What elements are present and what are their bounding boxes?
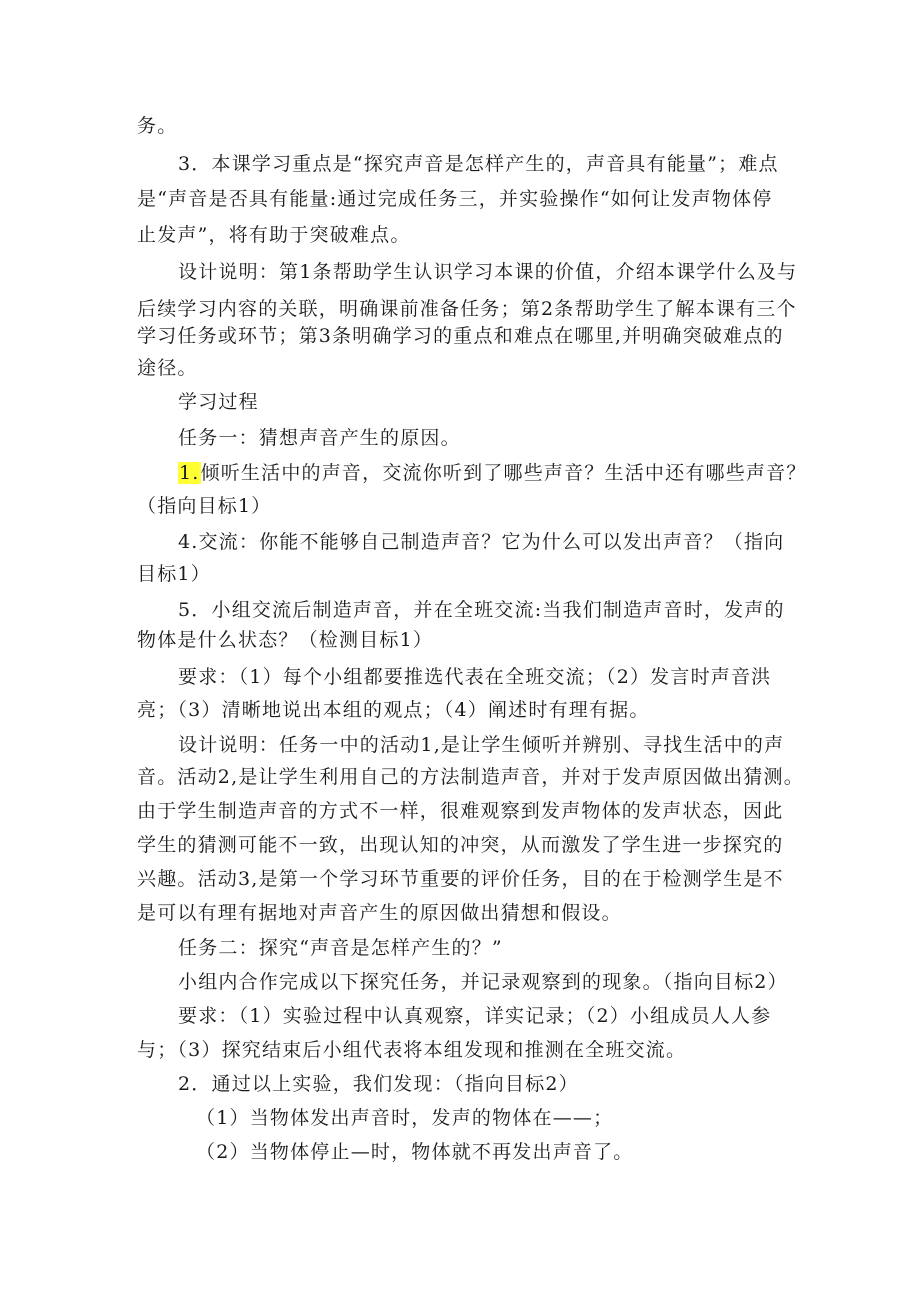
text-span: 倾听生活中的声音，交流你听到了哪些声音？生活中还有哪些声音？ bbox=[200, 462, 807, 484]
text-line: 小组内合作完成以下探究任务，并记录观察到的现象。（指向目标2） bbox=[178, 971, 788, 993]
text-line: 是可以有理有据地对声音产生的原因做出猜想和假设。 bbox=[137, 902, 622, 924]
text-line: 音。活动2,是让学生利用自己的方法制造声音，并对于发声原因做出猜测。 bbox=[137, 766, 804, 788]
text-line: 物体是什么状态？（检测目标1） bbox=[137, 629, 434, 651]
highlighted-marker: 1. bbox=[179, 462, 200, 484]
text-line: 要求：（1）实验过程中认真观察，详实记录；（2）小组成员人人参 bbox=[178, 1005, 772, 1027]
text-line: 要求：（1）每个小组都要推选代表在全班交流；（2）发言时声音洪 bbox=[178, 666, 772, 688]
task-heading: 任务一：猜想声音产生的原因。 bbox=[178, 427, 461, 449]
text-line: 兴趣。活动3,是第一个学习环节重要的评价任务，目的在于检测学生是不 bbox=[137, 868, 784, 890]
text-line: 设计说明：任务一中的活动1,是让学生倾听并辨别、寻找生活中的声 bbox=[178, 734, 785, 756]
text-line: 后续学习内容的关联，明确课前准备任务；第2条帮助学生了解本课有三个 bbox=[137, 298, 797, 320]
text-line: 2．通过以上实验，我们发现：（指向目标2） bbox=[178, 1073, 579, 1095]
task-heading: 任务二：探究“声音是怎样产生的？” bbox=[178, 937, 503, 959]
text-line: （1）当物体发出声音时，发声的物体在——； bbox=[196, 1107, 614, 1129]
text-line: 途径。 bbox=[137, 357, 198, 379]
section-heading: 学习过程 bbox=[178, 391, 259, 413]
text-line: 目标1） bbox=[137, 563, 211, 585]
text-line bbox=[178, 460, 807, 486]
text-line: 学生的猜测可能不一致，出现认知的冲突，从而激发了学生进一步探究的 bbox=[137, 834, 784, 856]
text-line: 与；（3）探究结束后小组代表将本组发现和推测在全班交流。 bbox=[137, 1039, 687, 1061]
text-line: 止发声”，将有助于突破难点。 bbox=[137, 224, 411, 246]
text-line: 务。 bbox=[137, 115, 178, 137]
text-line: 设计说明：第1条帮助学生认识学习本课的价值，介绍本课学什么及与 bbox=[178, 261, 798, 283]
text-line: （2）当物体停止—时，物体就不再发出声音了。 bbox=[196, 1141, 634, 1163]
text-line: 5．小组交流后制造声音，并在全班交流:当我们制造声音时，发声的 bbox=[178, 599, 785, 621]
text-line: 由于学生制造声音的方式不一样，很难观察到发声物体的发声状态，因此 bbox=[137, 800, 784, 822]
text-line: 是“声音是否具有能量:通过完成任务三，并实验操作“如何让发声物体停 bbox=[137, 188, 773, 210]
text-line: 4.交流：你能不能够自己制造声音？它为什么可以发出声音？（指向 bbox=[178, 531, 785, 553]
text-line: （指向目标1） bbox=[137, 495, 272, 517]
text-line: 亮；（3）清晰地说出本组的观点；（4）阐述时有理有据。 bbox=[137, 699, 650, 721]
text-line: 学习任务或环节；第3条明确学习的重点和难点在哪里,并明确突破难点的 bbox=[137, 325, 784, 347]
text-line: 3．本课学习重点是“探究声音是怎样产生的，声音具有能量”；难点 bbox=[178, 153, 779, 175]
